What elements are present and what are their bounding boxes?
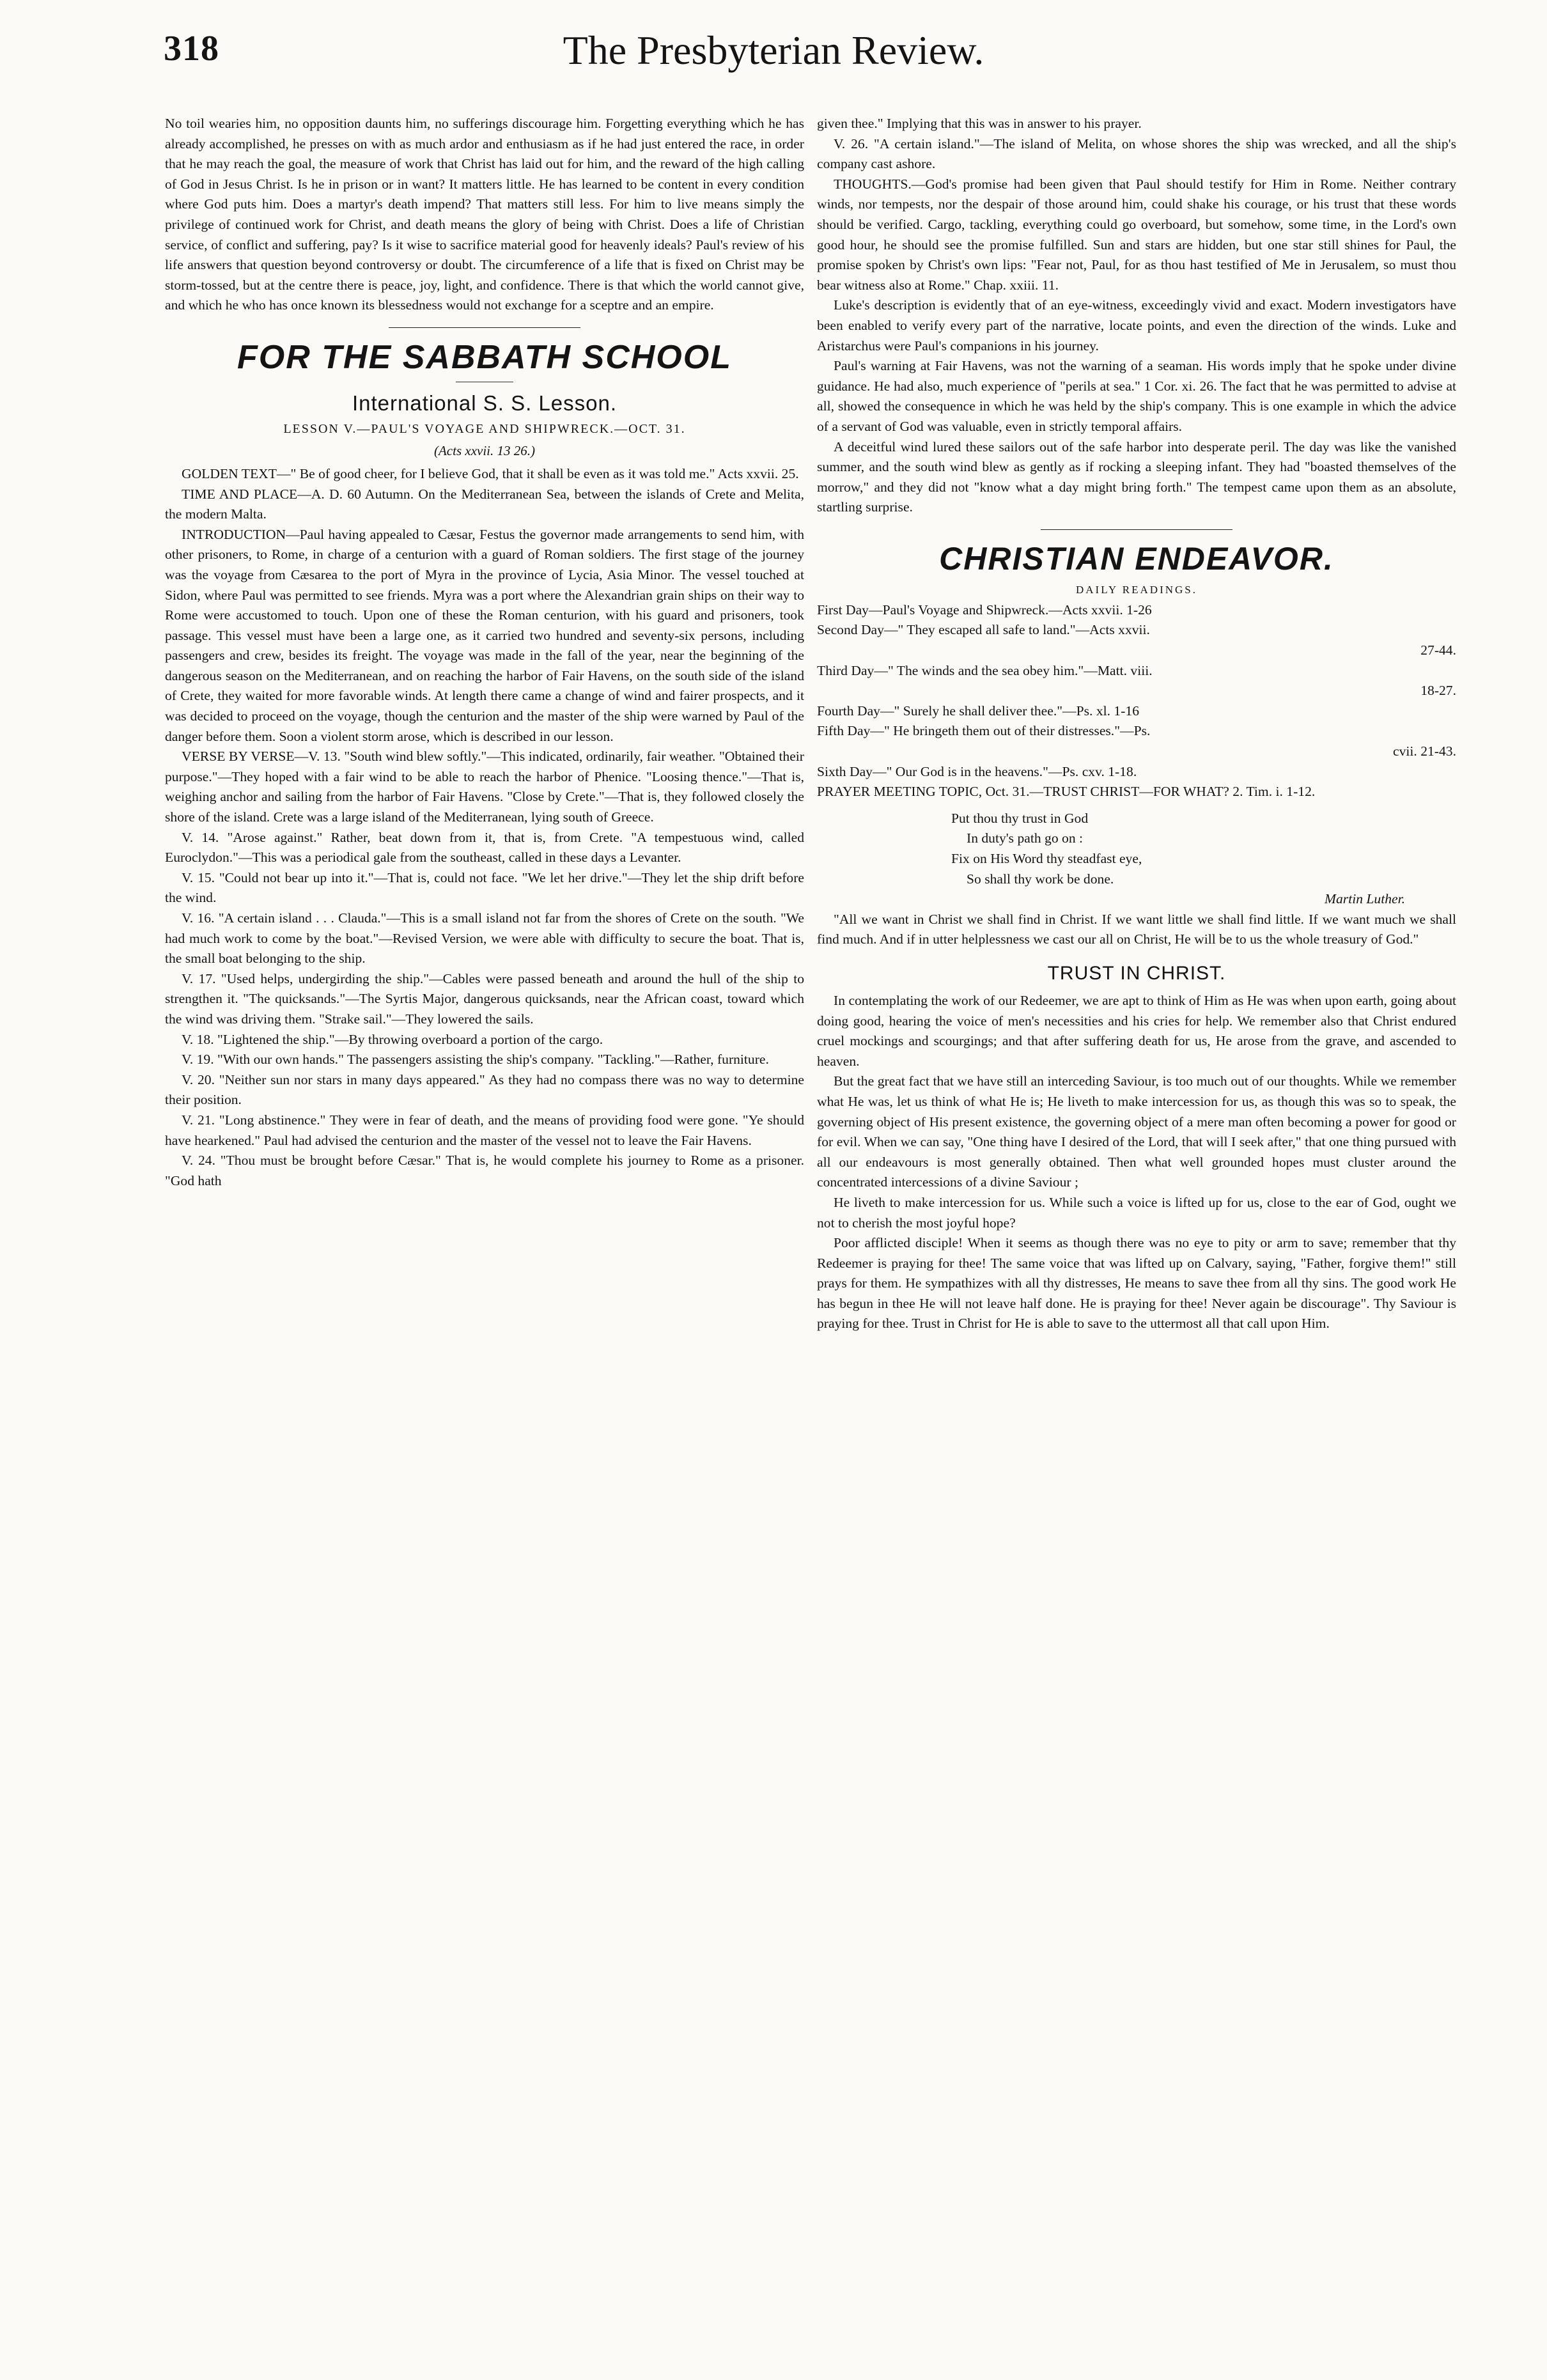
page-number: 318	[164, 29, 219, 68]
luke-paragraph: Luke's description is evidently that of an eye-witness, exceedingly vivid and exact. Modern investigators have been enabled to verify every part of the narrative, locate points, and even the direction of the winds. Luke and Aristarchus were Paul's companions in his journey.	[817, 297, 1456, 354]
paul-warning-paragraph: Paul's warning at Fair Havens, was not the warning of a seaman. His words imply that he spoke under divine guidance. He had also, much experience of "perils at sea." 1 Cor. xi. 26. The fact that he was permitted to advise at all, showed the consequence in which he was held by the ship's company. This is one example in which the advice of a servant of God was valuable, even in strictly temporal affairs.	[817, 358, 1456, 434]
page-title: The Presbyterian Review.	[563, 27, 984, 73]
acts-reference: (Acts xxvii. 13 26.)	[433, 442, 536, 458]
sabbath-school-heading: FOR THE SABBATH SCHOOL	[237, 338, 732, 376]
poem-line: Put thou thy trust in God	[951, 810, 1089, 826]
poem-line: So shall thy work be done.	[967, 871, 1114, 887]
introduction-paragraph: INTRODUCTION—Paul having appealed to Cæsar, Festus the governor made arrangements to send him, with other prisoners, to Rome, in charge of a centurion with a guard of Roman soldiers. The first stage of the journey was the voyage from Cæsarea to the port of Myra in the province of Lycia, Asia Minor. The vessel touched at Sidon, where Paul was permitted to see friends. Myra was a port where the Alexandrian grain ships on their way to Rome were accustomed to touch. Upon one of these the Roman centurion, with his guard and prisoners, took passage. This vessel must have been a large one, as it carried two hundred and seventy-six persons, including passengers and crew, besides its freight. The voyage was made in the fall of the year, near the beginning of the dangerous season on the Mediterranean, and on reaching the harbor of Fair Havens, on the south side of the island of Crete, they waited for more favorable winds. At length there came a change of wind and fairer prospects, and it was decided to proceed on the voyage, though the centurion and the master of the ship were warned by Paul of the danger before them. Soon a violent storm arose, which is described in our lesson.	[165, 526, 804, 744]
reading-item	[817, 600, 1456, 621]
reading-ref: 18-27.	[1420, 683, 1456, 699]
left-column	[165, 114, 804, 2338]
section-divider	[1041, 529, 1232, 530]
daily-readings-label: DAILY READINGS.	[1076, 583, 1197, 596]
poem-line: In duty's path go on :	[967, 830, 1084, 846]
readings-list	[817, 600, 1456, 782]
reading-label: Fifth Day—" He bringeth them out of their distresses."—Ps.	[817, 723, 1151, 739]
verse-16: V. 16. "A certain island . . . Clauda."—This is a small island not far from the shores of Crete on the south. "We had much work to come by the boat."—Revised Version, we were able with difficulty to secure the boat. That is, the small boat belonging to the ship.	[165, 910, 804, 967]
verse-21: V. 21. "Long abstinence." They were in fear of death, and the means of providing food were gone. "Ye should have hearkened." Paul had advised the centurion and the master of the vessel not to leave the Fair Havens.	[165, 1112, 804, 1148]
lesson-title-line: LESSON V.—PAUL'S VOYAGE AND SHIPWRECK.—OCT. 31.	[283, 421, 686, 436]
trust-paragraph: But the great fact that we have still an interceding Saviour, is too much out of our thoughts. While we remember what He was, let us think of what He is; He liveth to make intercession for us, as though this was so to speak, the governing object of His present existence, the governing object of a mere man often becoming a power for good or for evil. When we can say, "One thing have I desired of the Lord, that will I seek after," that one thing pursued with all our endeavours is most generally obtained. Then what well grounded hopes must cluster around the concentrated intercessions of a divine Saviour ;	[817, 1073, 1456, 1190]
page-header	[0, 0, 1547, 96]
section-divider	[389, 327, 580, 328]
poem-line: Fix on His Word thy steadfast eye,	[951, 851, 1142, 866]
deceitful-wind-paragraph: A deceitful wind lured these sailors out of the safe harbor into desperate peril. The day was like the vanished summer, and the south wind blew as gently as if rocking a sleeping infant. They had "boasted themselves of the morrow," and they did not "know what a day might bring forth." The tempest came upon them as an absolute, startling surprise.	[817, 439, 1456, 515]
trust-in-christ-heading: TRUST IN CHRIST.	[1047, 962, 1226, 984]
lesson-heading: International S. S. Lesson.	[352, 391, 618, 415]
prayer-meeting-topic: PRAYER MEETING TOPIC, Oct. 31.—TRUST CHRIST—FOR WHAT? 2. Tim. i. 1-12.	[817, 784, 1316, 800]
time-and-place: TIME AND PLACE—A. D. 60 Autumn. On the Mediterranean Sea, between the islands of Crete and Melita, the modern Malta.	[165, 486, 804, 522]
reading-item	[817, 701, 1456, 722]
reading-label: Second Day—" They escaped all safe to land."—Acts xxvii.	[817, 622, 1150, 638]
verse-14: V. 14. "Arose against." Rather, beat down from it, that is, from Crete. "A tempestuous wind, called Euroclydon."—This was a periodical gale from the southeast, called in these days a Levanter.	[165, 829, 804, 866]
verse-26: V. 26. "A certain island."—The island of Melita, on whose shores the ship was wrecked, and all the ship's company cast ashore.	[817, 136, 1456, 172]
verse-20: V. 20. "Neither sun nor stars in many days appeared." As they had no compass there was no way to determine their position.	[165, 1071, 804, 1108]
verse-19: V. 19. "With our own hands." The passengers assisting the ship's company. "Tackling."—Rather, furniture.	[182, 1052, 769, 1068]
golden-text: GOLDEN TEXT—" Be of good cheer, for I believe God, that it shall be even as it was told me." Acts xxvii. 25.	[182, 465, 799, 481]
reading-label: Third Day—" The winds and the sea obey him."—Matt. viii.	[817, 662, 1153, 678]
christian-endeavor-heading: CHRISTIAN ENDEAVOR.	[939, 540, 1334, 577]
verse-17: V. 17. "Used helps, undergirding the ship."—Cables were passed beneath and around the hull of the ship to strengthen it. "The quicksands."—The Syrtis Major, dangerous quicksands, near the African coast, toward which the wind was driving them. "Strake sail."—They lowered the sails.	[165, 970, 804, 1027]
verse-18: V. 18. "Lightened the ship."—By throwing overboard a portion of the cargo.	[182, 1031, 603, 1047]
reading-label: Sixth Day—" Our God is in the heavens."—Ps. cxv. 1-18.	[817, 763, 1137, 779]
reading-item	[817, 661, 1456, 701]
trust-paragraph: He liveth to make intercession for us. While such a voice is lifted up for us, close to the ear of God, ought we not to cherish the most joyful hope?	[817, 1194, 1456, 1231]
thoughts-paragraph: THOUGHTS.—God's promise had been given that Paul should testify for Him in Rome. Neither contrary winds, nor tempests, nor the despair of those around him, could shake his courage, or his trust that these words should be verified. Cargo, tackling, everything could go overboard, but somehow, some time, in the Lord's own good hour, he should see the promise fulfilled. Sun and stars are hidden, but one star still shines for Paul, the promise spoken by Christ's own lips: "Fear not, Paul, for as thou hast testified of Me in Jerusalem, so must thou bear witness also at Rome." Chap. xxiii. 11.	[817, 176, 1456, 293]
poem-attribution: Martin Luther.	[1325, 891, 1405, 907]
reading-ref: cvii. 21-43.	[1393, 743, 1456, 759]
verse-15: V. 15. "Could not bear up into it."—That is, could not face. "We let her drive."—They let the ship drift before the wind.	[165, 869, 804, 906]
reading-ref: 27-44.	[1420, 642, 1456, 658]
right-column	[817, 114, 1456, 2338]
reading-item	[817, 721, 1456, 761]
reading-item	[817, 620, 1456, 660]
intro-paragraph: No toil wearies him, no opposition daunts him, no sufferings discourage him. Forgetting everything which he has already accomplished, he presses on with as much ardor and enthusiasm as if he had just entered the race, in order that he may reach the goal, the measure of work that Christ has laid out for him, and the reward of the high calling of God in Jesus Christ. Is he in prison or in want? It matters little. He has learned to be content in every condition where God puts him. Does a martyr's death impend? That matters still less. For him to live means simply the privilege of continued work for Christ, and death means the glory of being with Christ. Does a life of Christian service, of conflict and suffering, pay? Is it wise to sacrifice material good for heavenly ideals? Paul's review of his life answers that question beyond controversy or doubt. The circumference of a life that is fixed on Christ may be storm-tossed, but at the centre there is peace, joy, light, and confidence. There is that which the world cannot give, and which he who has once known its blessedness would not exchange for a sceptre and an empire.	[165, 116, 804, 313]
trust-paragraph: Poor afflicted disciple! When it seems as though there was no eye to pity or arm to save; remember that thy Redeemer is praying for thee! The same voice that was lifted up on Calvary, saying, "Father, forgive them!" still prays for them. He sympathizes with all thy distresses, He means to save thee from all thy sins. The good work He has begun in thee He will not leave half done. He is praying for thee! Never again be discourage". Thy Saviour is praying for thee. Trust in Christ for He is able to save to the uttermost all that call upon Him.	[817, 1235, 1456, 1332]
verse-24: V. 24. "Thou must be brought before Cæsar." That is, he would complete his journey to Rome as a prisoner. "God hath	[165, 1153, 804, 1188]
poem	[951, 809, 1456, 889]
reading-label: First Day—Paul's Voyage and Shipwreck.—Acts xxvii. 1-26	[817, 602, 1152, 618]
reading-item	[817, 762, 1456, 782]
reading-label: Fourth Day—" Surely he shall deliver thee."—Ps. xl. 1-16	[817, 703, 1140, 719]
trust-paragraph: In contemplating the work of our Redeemer, we are apt to think of Him as He was when upon earth, going about doing good, hearing the voice of men's necessities and his cries for help. We remember also that Christ endured cruel mockings and scourgings; and that after suffering death for us, He arose from the grave, and ascended to heaven.	[817, 992, 1456, 1069]
verse-13: VERSE BY VERSE—V. 13. "South wind blew softly."—This indicated, ordinarily, fair weather. "Obtained their purpose."—They hoped with a fair wind to be able to reach the harbor of Phenice. "Loosing thence."—That is, weighing anchor and sailing from the harbor of Fair Havens. "Close by Crete."—That is, they followed closely the shore of the island. Crete was a large island of the Mediterranean, lying south of Greece.	[165, 749, 804, 825]
continuation-paragraph: given thee." Implying that this was in answer to his prayer.	[817, 116, 1142, 131]
all-we-want-quote: "All we want in Christ we shall find in Christ. If we want little we shall find little. If we want much we shall find much. And if in utter helplessness we cast our all on Christ, He will be to us the whole treasury of God."	[817, 911, 1456, 947]
